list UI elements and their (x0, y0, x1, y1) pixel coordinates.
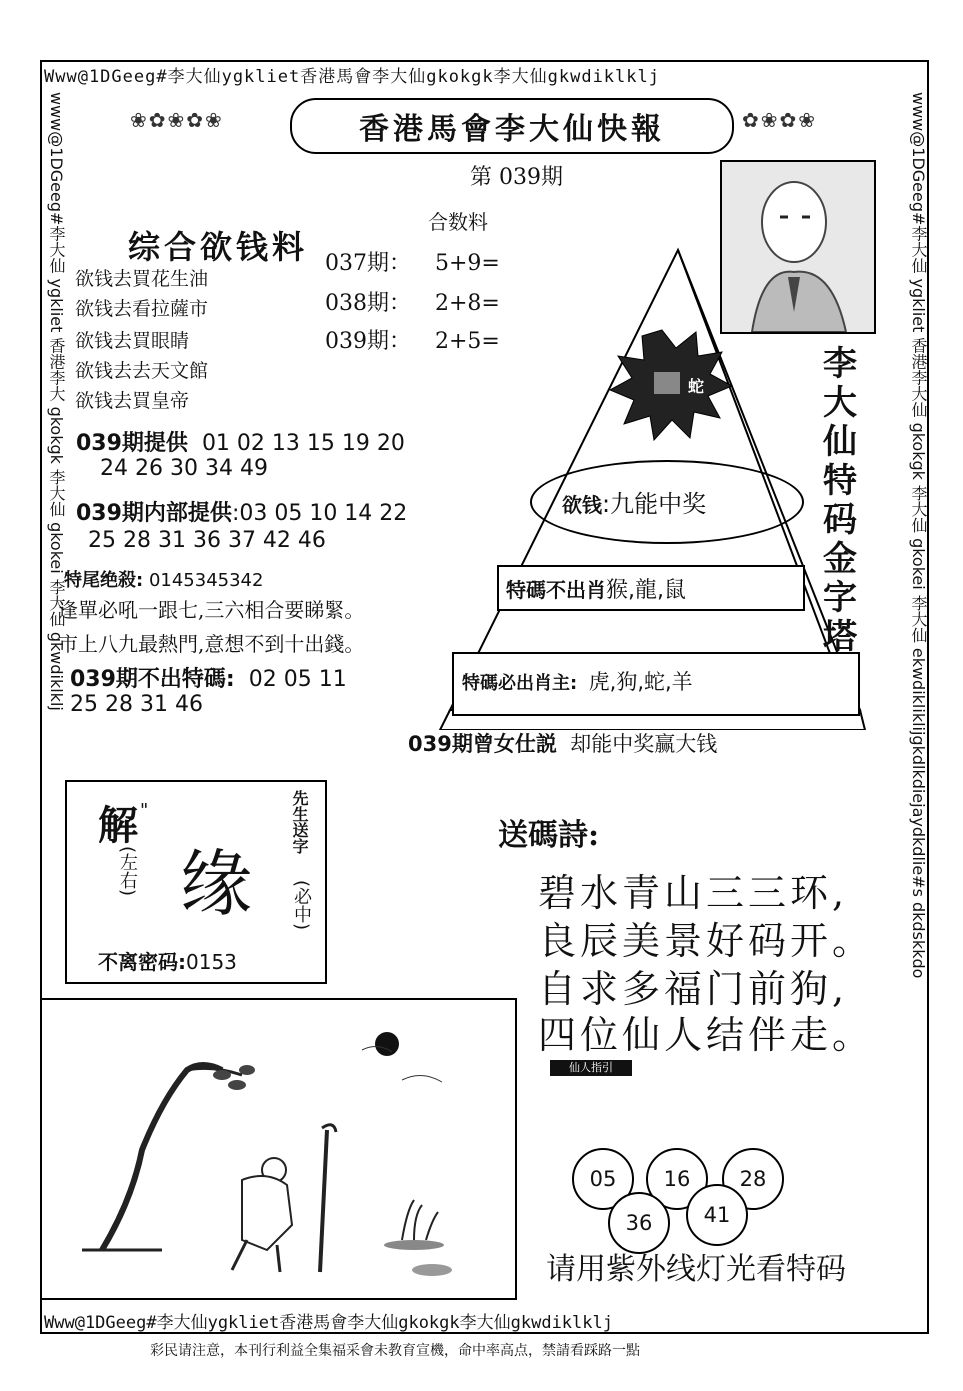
uv-note: 请用紫外线灯光看特码 (546, 1252, 846, 1287)
watermark-right: www@1DGeeg#李大仙 ygkliet 香港李大仙 gkokgk 李大仙 gkokei 李大仙 ekwdikliklijgkdlkdiejaydkdlie#s dkdskkdo (909, 92, 928, 979)
internal-label: 039期内部提供 (76, 501, 232, 526)
left-ornament-icon: ❀✿❀✿❀ (130, 108, 224, 132)
riddle-left-note: (左右) (117, 846, 138, 897)
pyramid-must-value: 虎,狗,蛇,羊 (588, 670, 693, 694)
internal-numbers: :03 05 10 14 22 (231, 501, 408, 526)
code-value: 0153 (186, 950, 237, 974)
watermark-left: www@1DGeeg#李大仙 ygkliet 香港李大 gkokgk 李大仙 gkokei 李大仙 gkwdiklklj (47, 92, 66, 711)
number-ball: 28 (722, 1148, 784, 1210)
issue-number: 第 039期 (470, 165, 563, 190)
no-special-numbers: 02 05 11 (248, 667, 347, 692)
riddle-label: 解 (98, 802, 138, 849)
zeng-label: 039期曾女仕説 (408, 732, 557, 756)
pyramid-money-label: 欲钱 (562, 493, 602, 517)
watermark-bottom: Www@1DGeeg#李大仙ygkliet香港馬會李大仙gkokgk李大仙gkwdiklklj (44, 1313, 613, 1332)
number-ball: 05 (572, 1148, 634, 1210)
number-ball: 16 (646, 1148, 708, 1210)
money-section-title: 综合欲钱料 (128, 228, 309, 266)
poem-line: 自求多福门前狗, (538, 967, 849, 1011)
code-label: 不离密码: (98, 950, 186, 974)
saying-line: 逢單必吼一跟七,三六相合要睇緊。 (58, 598, 365, 622)
illustration (40, 998, 517, 1300)
sum-issue: 039期： (325, 329, 411, 354)
money-item: 欲钱去買皇帝 (75, 390, 190, 412)
sum-expression: 5+9= (435, 251, 500, 276)
poem-line: 碧水青山三三环, (538, 871, 849, 915)
tail-kill-value: 0145345342 (148, 570, 264, 591)
pyramid-vertical-title: 李大仙特码金字塔 (823, 344, 857, 657)
pyramid-not-label: 特碼不出肖 (506, 578, 606, 602)
poem-stamp: 仙人指引 (550, 1060, 632, 1076)
pyramid-must-label: 特碼必出肖主: (462, 673, 578, 694)
burst-label: 蛇 (688, 377, 705, 396)
pyramid-must-row (462, 666, 693, 696)
riddle-right-note-2: (必中) (291, 880, 312, 931)
no-special-label: 039期不出特碼: (70, 667, 235, 692)
sum-issue: 038期： (325, 291, 411, 316)
tail-kill-row (64, 566, 263, 592)
old-man-tree-illustration-icon (42, 1000, 515, 1298)
burst-blur-icon (654, 372, 680, 394)
internal-row (76, 496, 407, 527)
provide-numbers: 01 02 13 15 19 20 (201, 431, 405, 456)
footer-notice: 彩民请注意，本刊行利益全集福采會未教育宣機，命中率高点，禁請看踩路一點 (150, 1343, 640, 1359)
right-ornament-icon: ✿❀✿❀ (742, 108, 818, 132)
money-item: 欲钱去去天文館 (75, 360, 209, 382)
riddle-marks: " (140, 800, 149, 821)
internal-numbers-2: 25 28 31 36 37 42 46 (88, 528, 326, 553)
sum-expression: 2+5= (435, 329, 500, 354)
money-item: 欲钱去買眼睛 (75, 330, 190, 352)
riddle-right-note: 先生送字 (290, 790, 309, 854)
page-title: 香港馬會李大仙快報 (290, 98, 734, 154)
number-ball: 41 (686, 1184, 748, 1246)
sum-label: 合数料 (428, 210, 488, 234)
poem-title: 送碼詩: (498, 818, 600, 853)
tail-kill-label: 特尾绝殺: (64, 570, 144, 591)
pyramid-not-row (506, 573, 686, 604)
provide-numbers-2: 24 26 30 34 49 (100, 456, 268, 481)
riddle-character: 缘 (180, 842, 253, 926)
poem-line: 四位仙人结伴走。 (538, 1013, 875, 1057)
pyramid-money-value: :九能中奖 (602, 490, 707, 518)
zeng-row (408, 728, 717, 758)
pyramid-not-value: 猴,龍,鼠 (606, 578, 686, 603)
no-special-row (70, 662, 347, 693)
provide-row (76, 426, 405, 457)
number-ball: 36 (608, 1192, 670, 1254)
poem-line: 良辰美景好码开。 (538, 919, 875, 963)
watermark-top: Www@1DGeeg#李大仙ygkliet香港馬會李大仙gkokgk李大仙gkwdiklklj (44, 67, 660, 87)
sum-issue: 037期： (325, 251, 411, 276)
no-special-numbers-2: 25 28 31 46 (70, 692, 203, 717)
provide-label: 039期提供 (76, 431, 188, 456)
code-row (98, 946, 237, 975)
saying-line: 市上八九最熱門,意想不到十出錢。 (58, 632, 365, 656)
sum-expression: 2+8= (435, 291, 500, 316)
pyramid-money-row (562, 484, 706, 519)
money-item: 欲钱去買花生油 (75, 268, 209, 290)
zeng-value: 却能中奖赢大钱 (570, 732, 718, 756)
money-item: 欲钱去看拉薩市 (75, 298, 209, 320)
